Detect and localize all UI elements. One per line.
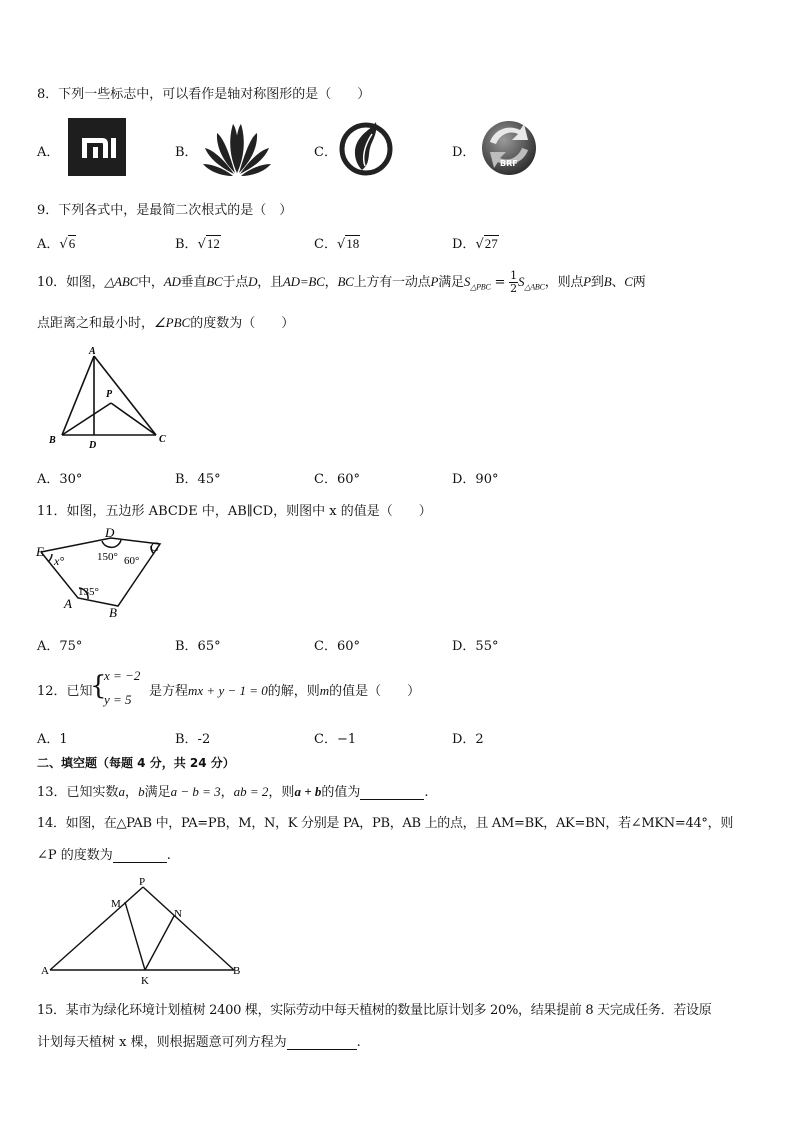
math: a xyxy=(118,784,126,799)
label-e: E xyxy=(36,544,44,559)
q15-line1: 15．某市为绿化环境计划植树 2400 棵，实际劳动中每天植树的数量比原计划多 20%，结果提前 8 天完成任务．若设原 xyxy=(37,1003,712,1018)
label-d: D xyxy=(105,526,115,540)
brf-logo-text: BRF xyxy=(500,159,518,168)
text: . xyxy=(166,848,171,863)
label-b: B xyxy=(109,605,117,620)
text: ，则点 xyxy=(544,275,584,290)
label-d: D xyxy=(89,440,97,451)
math: S xyxy=(517,274,525,289)
q9-option-a-label: A． xyxy=(37,237,60,252)
math: P xyxy=(430,274,439,289)
text: 点距离之和最小时， xyxy=(37,316,155,331)
q11-option-c: C．60° xyxy=(314,639,360,654)
huawei-logo-icon xyxy=(200,118,274,178)
q12-system-line1: x = −2 xyxy=(104,668,141,683)
math: BC xyxy=(337,274,354,289)
q13-line xyxy=(37,781,429,800)
text: 的值是（ ） xyxy=(329,684,421,699)
q9-stem: 9．下列各式中，是最简二次根式的是（ ） xyxy=(37,203,293,218)
q10-option-d: D．90° xyxy=(452,472,499,487)
q11-option-b: B．65° xyxy=(175,639,221,654)
angle-x: x° xyxy=(54,554,65,568)
math: AD xyxy=(163,274,181,289)
q9-option-b xyxy=(175,233,221,252)
text: 两 xyxy=(632,275,646,290)
text: ∠P 的度数为 xyxy=(37,848,113,863)
text: 计划每天植树 x 棵，则根据题意可列方程为 xyxy=(37,1035,287,1050)
math: C xyxy=(624,274,633,289)
q10-line2 xyxy=(37,312,294,331)
label-b: B xyxy=(233,965,241,977)
sqrt-symbol: √12 xyxy=(197,236,220,252)
q8-option-c-label: C． xyxy=(314,145,337,160)
text: . xyxy=(424,785,429,800)
q9-option-b-radicand: 12 xyxy=(206,236,220,251)
math: a − b = 3 xyxy=(170,784,221,799)
sqrt-symbol: √27 xyxy=(475,236,498,252)
answer-blank xyxy=(360,787,424,800)
q8-option-d-label: D． xyxy=(452,145,476,160)
text: 中， xyxy=(138,275,164,290)
answer-blank xyxy=(287,1037,357,1050)
label-b: B xyxy=(49,435,56,446)
angle-60: 60° xyxy=(124,555,140,567)
label-c: C xyxy=(159,434,166,445)
math: B xyxy=(603,274,612,289)
text: 、 xyxy=(611,275,625,290)
math: m xyxy=(319,683,330,698)
label-m: M xyxy=(111,898,121,910)
answer-blank xyxy=(113,850,167,863)
math: D xyxy=(248,274,258,289)
text: 13．已知实数 xyxy=(37,785,119,800)
label-a: A xyxy=(89,346,96,357)
text: 的度数为（ ） xyxy=(190,316,295,331)
q9-option-b-label: B． xyxy=(175,237,198,252)
q9-option-a-radicand: 6 xyxy=(68,236,76,251)
label-c: C xyxy=(150,539,159,554)
angle-135: 135° xyxy=(78,586,99,598)
xiaomi-logo-icon xyxy=(68,118,126,176)
text: 上方有一动点 xyxy=(353,275,431,290)
math: P xyxy=(583,274,591,289)
brace-symbol: { xyxy=(90,671,107,701)
q9-option-a xyxy=(37,233,76,252)
angle-150: 150° xyxy=(97,551,118,563)
math: S xyxy=(463,274,471,289)
q14-line1: 14．如图，在△PAB 中，PA=PB，M，N，K 分别是 PA，PB，AB 上的点，且 AM=BK，AK=BN，若∠MKN=44°，则 xyxy=(37,816,734,831)
q12-option-b: B．-2 xyxy=(175,732,211,747)
q10-figure xyxy=(40,342,180,452)
q11-figure xyxy=(34,526,169,621)
fraction-denominator: 2 xyxy=(510,282,517,295)
text: ， xyxy=(125,785,139,800)
q10-option-b: B．45° xyxy=(175,472,221,487)
q14-figure xyxy=(38,874,248,989)
fraction xyxy=(509,270,518,295)
text: 10．如图， xyxy=(37,275,105,290)
label-p: P xyxy=(139,876,146,888)
math: ∠PBC xyxy=(154,315,191,330)
text: 的解，则 xyxy=(267,684,320,699)
label-p: P xyxy=(106,389,113,400)
text: 满足 xyxy=(438,275,464,290)
q11-option-a: A．75° xyxy=(37,639,83,654)
q9-option-c-radicand: 18 xyxy=(346,236,360,251)
text: 满足 xyxy=(144,785,171,800)
q8-option-b-label: B． xyxy=(175,145,198,160)
q10-line1 xyxy=(37,270,646,295)
q12-option-d: D．2 xyxy=(452,732,484,747)
q12-system-line2: y = 5 xyxy=(104,692,132,707)
math: = xyxy=(490,275,510,290)
math: △PBC xyxy=(470,282,491,292)
label-n: N xyxy=(174,908,182,920)
q12-option-a: A．1 xyxy=(37,732,68,747)
text: ，则 xyxy=(268,785,295,800)
q11-option-d: D．55° xyxy=(452,639,499,654)
text: ， xyxy=(324,275,338,290)
q8-stem: 8．下列一些标志中，可以看作是轴对称图形的是（ ） xyxy=(37,87,371,102)
brf-logo-icon xyxy=(478,118,540,178)
text: . xyxy=(356,1035,361,1050)
q12-rest xyxy=(149,680,420,699)
q11-stem: 11．如图，五边形 ABCDE 中，AB∥CD，则图中 x 的值是（ ） xyxy=(37,504,432,519)
q9-option-d xyxy=(452,233,499,252)
math: △ABC xyxy=(104,274,139,289)
q10-option-c: C．60° xyxy=(314,472,360,487)
label-k: K xyxy=(141,975,149,987)
q9-option-c-label: C． xyxy=(314,237,337,252)
q9-option-d-radicand: 27 xyxy=(484,236,498,251)
q12-option-c: C．−1 xyxy=(314,732,357,747)
sqrt-symbol: √18 xyxy=(336,236,360,252)
text: 垂直 xyxy=(180,275,207,290)
q10-option-a: A．30° xyxy=(37,472,83,487)
q12-pre: 12．已知 xyxy=(37,684,93,699)
text: 的值为 xyxy=(321,785,361,800)
q15-line2 xyxy=(37,1031,361,1050)
math: AD=BC xyxy=(282,274,325,289)
math: ab = 2 xyxy=(233,784,269,799)
text: 是方程 xyxy=(149,684,189,699)
text: ，且 xyxy=(257,275,283,290)
q9-option-d-label: D． xyxy=(452,237,476,252)
label-a: A xyxy=(64,596,72,611)
math: b xyxy=(138,784,145,799)
math: BC xyxy=(206,274,223,289)
sqrt-symbol: √6 xyxy=(59,236,76,252)
q14-line2 xyxy=(37,844,171,863)
fraction-numerator: 1 xyxy=(510,269,517,282)
math: a + b xyxy=(294,784,322,799)
q8-option-a-label: A． xyxy=(37,145,60,160)
label-a: A xyxy=(41,965,49,977)
q9-option-c xyxy=(314,233,360,252)
leaf-circle-logo-icon xyxy=(336,118,398,178)
math: △ABC xyxy=(524,282,545,292)
text: ， xyxy=(220,785,234,800)
section-heading: 二、填空题（每题 4 分，共 24 分） xyxy=(37,756,235,770)
equation: mx + y − 1 = 0 xyxy=(188,683,268,698)
text: 到 xyxy=(590,275,604,290)
text: 于点 xyxy=(222,275,249,290)
